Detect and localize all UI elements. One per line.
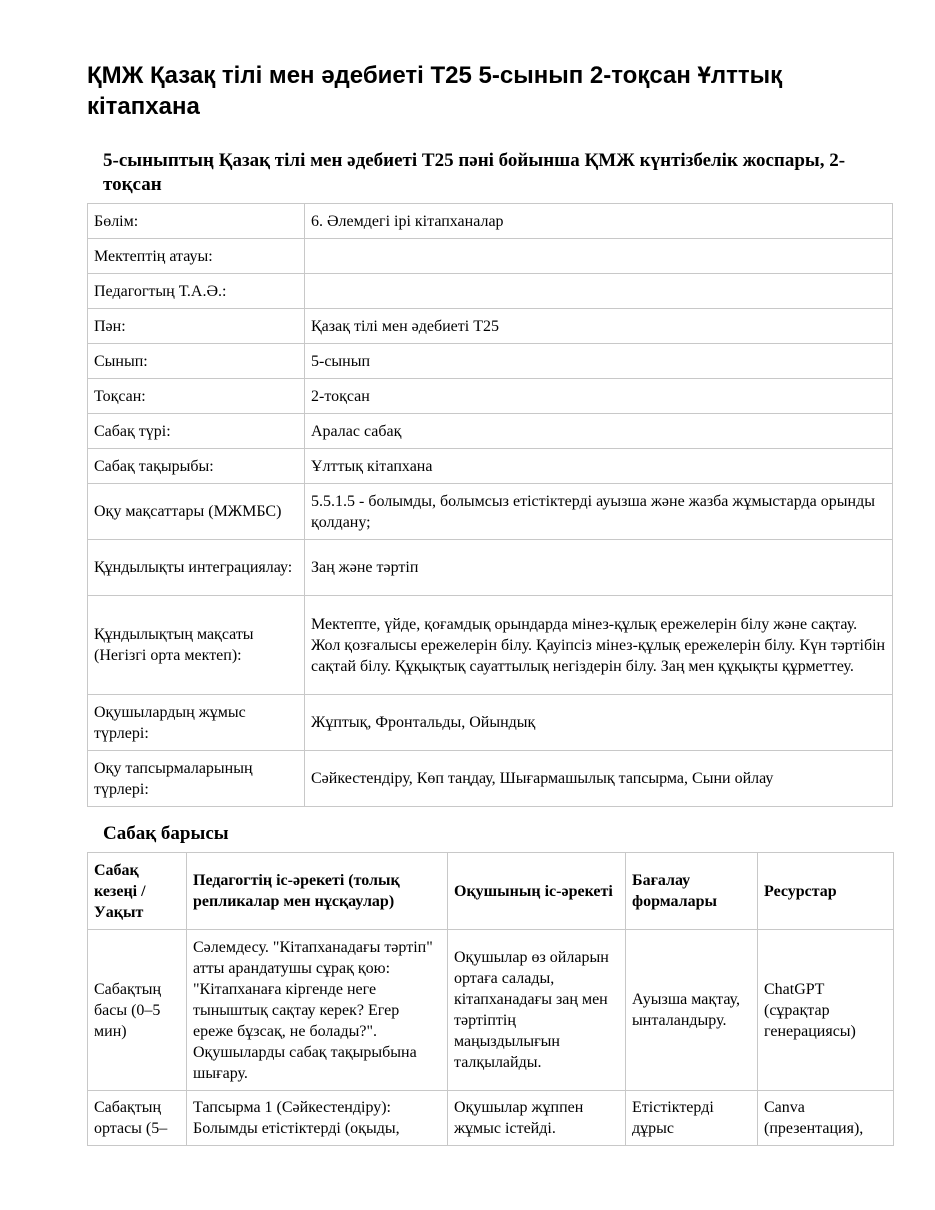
- info-label: Құндылықтың мақсаты (Негізгі орта мектеп):: [88, 596, 305, 695]
- info-label: Пән:: [88, 309, 305, 344]
- assessment-text: Етістіктерді дұрыс: [632, 1099, 714, 1137]
- header-assessment: Бағалау формалары: [626, 853, 758, 930]
- info-row: [88, 540, 893, 596]
- info-label: Оқу тапсырмаларының түрлері:: [88, 751, 305, 807]
- info-row: [88, 484, 893, 540]
- assessment-cell: Ауызша мақтау, ынталандыру.: [626, 930, 758, 1091]
- info-value: Сәйкестендіру, Көп таңдау, Шығармашылық тапсырма, Сыни ойлау: [305, 751, 893, 807]
- lesson-info-table: [87, 203, 893, 807]
- info-row: [88, 239, 893, 274]
- stage-text: Сабақтың ортасы (5–: [94, 1099, 168, 1137]
- header-stage: Сабақ кезеңі / Уақыт: [88, 853, 187, 930]
- student-activity-text: Оқушылар жұппен жұмыс істейді.: [454, 1099, 584, 1137]
- info-value: 5-сынып: [305, 344, 893, 379]
- document-title: ҚМЖ Қазақ тілі мен әдебиеті Т25 5-сынып 2-тоқсан Ұлттық кітапхана: [87, 62, 783, 120]
- info-value: 6. Әлемдегі ірі кітапханалар: [305, 204, 893, 239]
- info-row: [88, 449, 893, 484]
- info-label: Педагогтың Т.А.Ә.:: [88, 274, 305, 309]
- info-row: [88, 379, 893, 414]
- stage-cell: Сабақтың басы (0–5 мин): [88, 930, 187, 1091]
- teacher-activity-cell: Сәлемдесу. "Кітапханадағы тәртіп" атты арандатушы сұрақ қою: "Кітапханаға кіргенде неге тыныштық сақтау керек? Егер ереже бұзсақ, не болады?". Оқушыларды сабақ тақырыбына шығару.: [187, 930, 448, 1091]
- info-value: Заң және тәртіп: [305, 540, 893, 596]
- info-label: Бөлім:: [88, 204, 305, 239]
- lesson-flow-table: [87, 852, 894, 1146]
- info-row: [88, 751, 893, 807]
- resources-cell: ChatGPT (сұрақтар генерациясы): [758, 930, 894, 1091]
- info-value: Жұптық, Фронтальды, Ойындық: [305, 695, 893, 751]
- info-value: Ұлттық кітапхана: [305, 449, 893, 484]
- resources-text: Canva (презентация),: [764, 1099, 864, 1137]
- lesson-flow-title: Сабақ барысы: [103, 823, 229, 844]
- info-value: [305, 239, 893, 274]
- info-row: [88, 695, 893, 751]
- info-label: Тоқсан:: [88, 379, 305, 414]
- table-row: [88, 930, 894, 1091]
- header-student-activity: Оқушының іс-әрекеті: [448, 853, 626, 930]
- info-label: Оқушылардың жұмыс түрлері:: [88, 695, 305, 751]
- info-row: [88, 344, 893, 379]
- info-value: Мектепте, үйде, қоғамдық орындарда мінез-құлық ережелерін білу және сақтау. Жол қозғалысы ережелерін білу. Қауіпсіз мінез-құлық ережелерін білу. Күн тәртібін сақтай білу. Құқықтық сауаттылық негіздерін білу. Заң мен құқықты құрметтеу.: [305, 596, 893, 695]
- header-resources: Ресурстар: [758, 853, 894, 930]
- teacher-activity-cell: [187, 1091, 448, 1146]
- info-label: Сынып:: [88, 344, 305, 379]
- info-row: [88, 309, 893, 344]
- assessment-cell: [626, 1091, 758, 1146]
- info-label: Сабақ тақырыбы:: [88, 449, 305, 484]
- info-row: [88, 274, 893, 309]
- plan-title: 5-сыныптың Қазақ тілі мен әдебиеті Т25 пәні бойынша ҚМЖ күнтізбелік жоспары, 2-тоқсан: [103, 150, 846, 195]
- info-value: 5.5.1.5 - болымды, болымсыз етістіктерді ауызша және жазба жұмыстарда орынды қолдану;: [305, 484, 893, 540]
- student-activity-cell: Оқушылар өз ойларын ортаға салады, кітапханадағы заң мен тәртіптің маңыздылығын талқылайды.: [448, 930, 626, 1091]
- info-value: [305, 274, 893, 309]
- info-row: [88, 204, 893, 239]
- teacher-activity-text: Тапсырма 1 (Сәйкестендіру): Болымды етістіктерді (оқыды,: [193, 1099, 400, 1137]
- resources-cell: [758, 1091, 894, 1146]
- stage-cell: [88, 1091, 187, 1146]
- info-label: Оқу мақсаттары (МЖМБС): [88, 484, 305, 540]
- table-row: [88, 1091, 894, 1146]
- info-value: Қазақ тілі мен әдебиеті Т25: [305, 309, 893, 344]
- header-teacher-activity: Педагогтің іс-әрекеті (толық репликалар мен нұсқаулар): [187, 853, 448, 930]
- student-activity-cell: [448, 1091, 626, 1146]
- lesson-table-header-row: [88, 853, 894, 930]
- info-label: Сабақ түрі:: [88, 414, 305, 449]
- info-value: Аралас сабақ: [305, 414, 893, 449]
- info-label: Құндылықты интеграциялау:: [88, 540, 305, 596]
- info-row: [88, 596, 893, 695]
- info-value: 2-тоқсан: [305, 379, 893, 414]
- info-row: [88, 414, 893, 449]
- info-label: Мектептің атауы:: [88, 239, 305, 274]
